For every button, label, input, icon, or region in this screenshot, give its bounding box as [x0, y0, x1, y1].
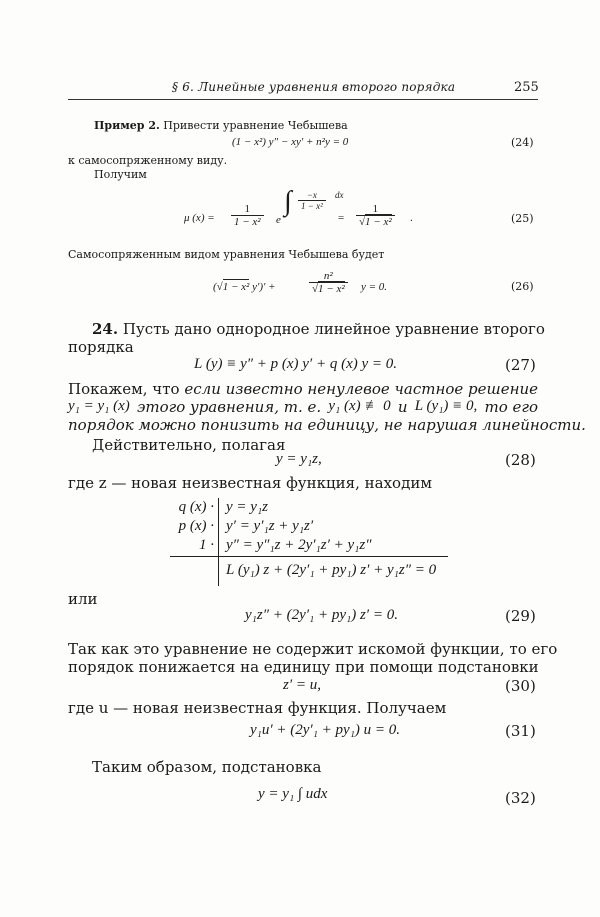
show-line-1 [68, 380, 538, 398]
equation-25-number: (25) [511, 212, 534, 225]
eq25-fraction-2 [356, 203, 395, 228]
section-24-intro: Пусть дано однородное линейное уравнение второго [122, 320, 545, 338]
equation-30: z′ = u, [283, 677, 321, 693]
table-derivatives [226, 498, 371, 555]
show-line-2 [68, 398, 538, 416]
derivative-y2: y″ = y″₁z + 2y′₁z′ + y₁z″ [226, 537, 372, 553]
section-24-line-1 [92, 320, 545, 338]
equation-31-number: (31) [505, 722, 536, 740]
eq25-exp-den: 1 − x² [301, 201, 323, 211]
equation-29-number: (29) [505, 607, 536, 625]
equation-24: (1 − x²) y″ − xy′ + n²y = 0 [232, 136, 349, 148]
claim-text-2: этого уравнения, т. е. [136, 398, 322, 416]
show-line-3: порядок можно понизить на единицу, не нарушая линейности. [68, 416, 586, 434]
header-rule [68, 99, 538, 100]
eq25-frac1-num: 1 [231, 203, 264, 216]
eq25-frac2-num: 1 [356, 203, 395, 216]
eq25-exponent-fraction [298, 190, 326, 211]
eq25-dx: dx [335, 190, 344, 200]
eq26-lhs: (√1 − x² y′)′ + [213, 281, 276, 293]
eq25-exp-num: −x [298, 190, 326, 201]
indeed-text: Действительно, полагая [92, 436, 286, 454]
section-24-line-2: порядка [68, 338, 134, 356]
table-vertical-rule [218, 498, 219, 586]
equation-31: y₁u′ + (2y′₁ + py₁) u = 0. [250, 722, 401, 738]
show-text: Покажем, что [68, 380, 180, 398]
table-sum-rule [170, 556, 448, 557]
solution-y1: y₁ = y₁ (x) [68, 398, 130, 414]
solution-condition: L (y₁) ≡ 0, [414, 398, 478, 414]
equation-28: y = y₁z, [276, 451, 322, 467]
integral-icon: ∫ [284, 186, 292, 217]
example-intro-line [94, 119, 348, 132]
equation-29: y₁z″ + (2y′₁ + py₁) z′ = 0. [245, 607, 398, 623]
eq25-frac1-den: 1 − x² [234, 216, 261, 228]
and-text: и [397, 398, 408, 416]
example-label: Пример 2. [94, 119, 160, 132]
section-number: 24. [92, 320, 119, 338]
claim-text-3: то его [484, 398, 538, 416]
equation-27: L (y) ≡ y″ + p (x) y′ + q (x) y = 0. [194, 356, 398, 372]
where-u-text: где u — новая неизвестная функция. Получаем [68, 699, 447, 717]
equation-24-number: (24) [511, 136, 534, 149]
running-title: § 6. Линейные уравнения второго порядка [172, 80, 456, 94]
thus-text: Таким образом, подстановка [92, 758, 322, 776]
equation-28-number: (28) [505, 451, 536, 469]
example-intro: Привести уравнение Чебышева [163, 119, 348, 132]
equation-27-number: (27) [505, 356, 536, 374]
eq26-fraction [309, 270, 348, 295]
derivative-y: y = y₁z [226, 499, 268, 515]
sqrt-icon: √ [312, 283, 319, 295]
equation-32-number: (32) [505, 789, 536, 807]
eq25-frac2-den: √1 − x² [359, 216, 392, 228]
eq26-frac-den: √1 − x² [312, 283, 345, 295]
equation-32: y = y₁ ∫ udx [258, 786, 328, 802]
multiplier-q: q (x) · [178, 499, 214, 515]
or-text: или [68, 590, 98, 608]
since-line-1: Так как это уравнение не содержит искомой функции, то его [68, 640, 558, 658]
eq25-e: e [276, 214, 281, 226]
eq25-period: . [410, 212, 413, 224]
eq26-frac-num: n² [309, 270, 348, 283]
multiplier-1: 1 · [199, 537, 214, 553]
where-z-text: где z — новая неизвестная функция, находим [68, 474, 432, 492]
equation-30-number: (30) [505, 677, 536, 695]
sqrt-icon: (√ [213, 281, 223, 293]
claim-text-1: если известно ненулевое частное решение [184, 380, 538, 398]
multiplier-p: p (x) · [178, 518, 214, 534]
since-line-2: порядок понижается на единицу при помощи подстановки [68, 658, 539, 676]
eq26-rhs: y = 0. [361, 281, 388, 293]
sqrt-icon: √ [359, 216, 366, 228]
table-multipliers [174, 498, 214, 555]
self-adjoint-text: к самосопряженному виду. [68, 154, 228, 167]
nonzero-condition: y₁ (x) ≢ 0 [328, 398, 391, 414]
eq25-fraction-1 [231, 203, 264, 228]
page-number: 255 [514, 80, 539, 95]
self-adjoint-form-text: Самосопряженным видом уравнения Чебышева будет [68, 248, 385, 261]
table-sum: L (y₁) z + (2y′₁ + py₁) z′ + y₁z″ = 0 [226, 562, 437, 578]
eq25-equals: = [338, 212, 345, 224]
derivative-y1: y′ = y′₁z + y₁z′ [226, 518, 314, 534]
equation-26-number: (26) [511, 280, 534, 293]
we-get-text: Получим [94, 168, 147, 181]
eq25-lhs: μ (x) = [184, 212, 215, 224]
